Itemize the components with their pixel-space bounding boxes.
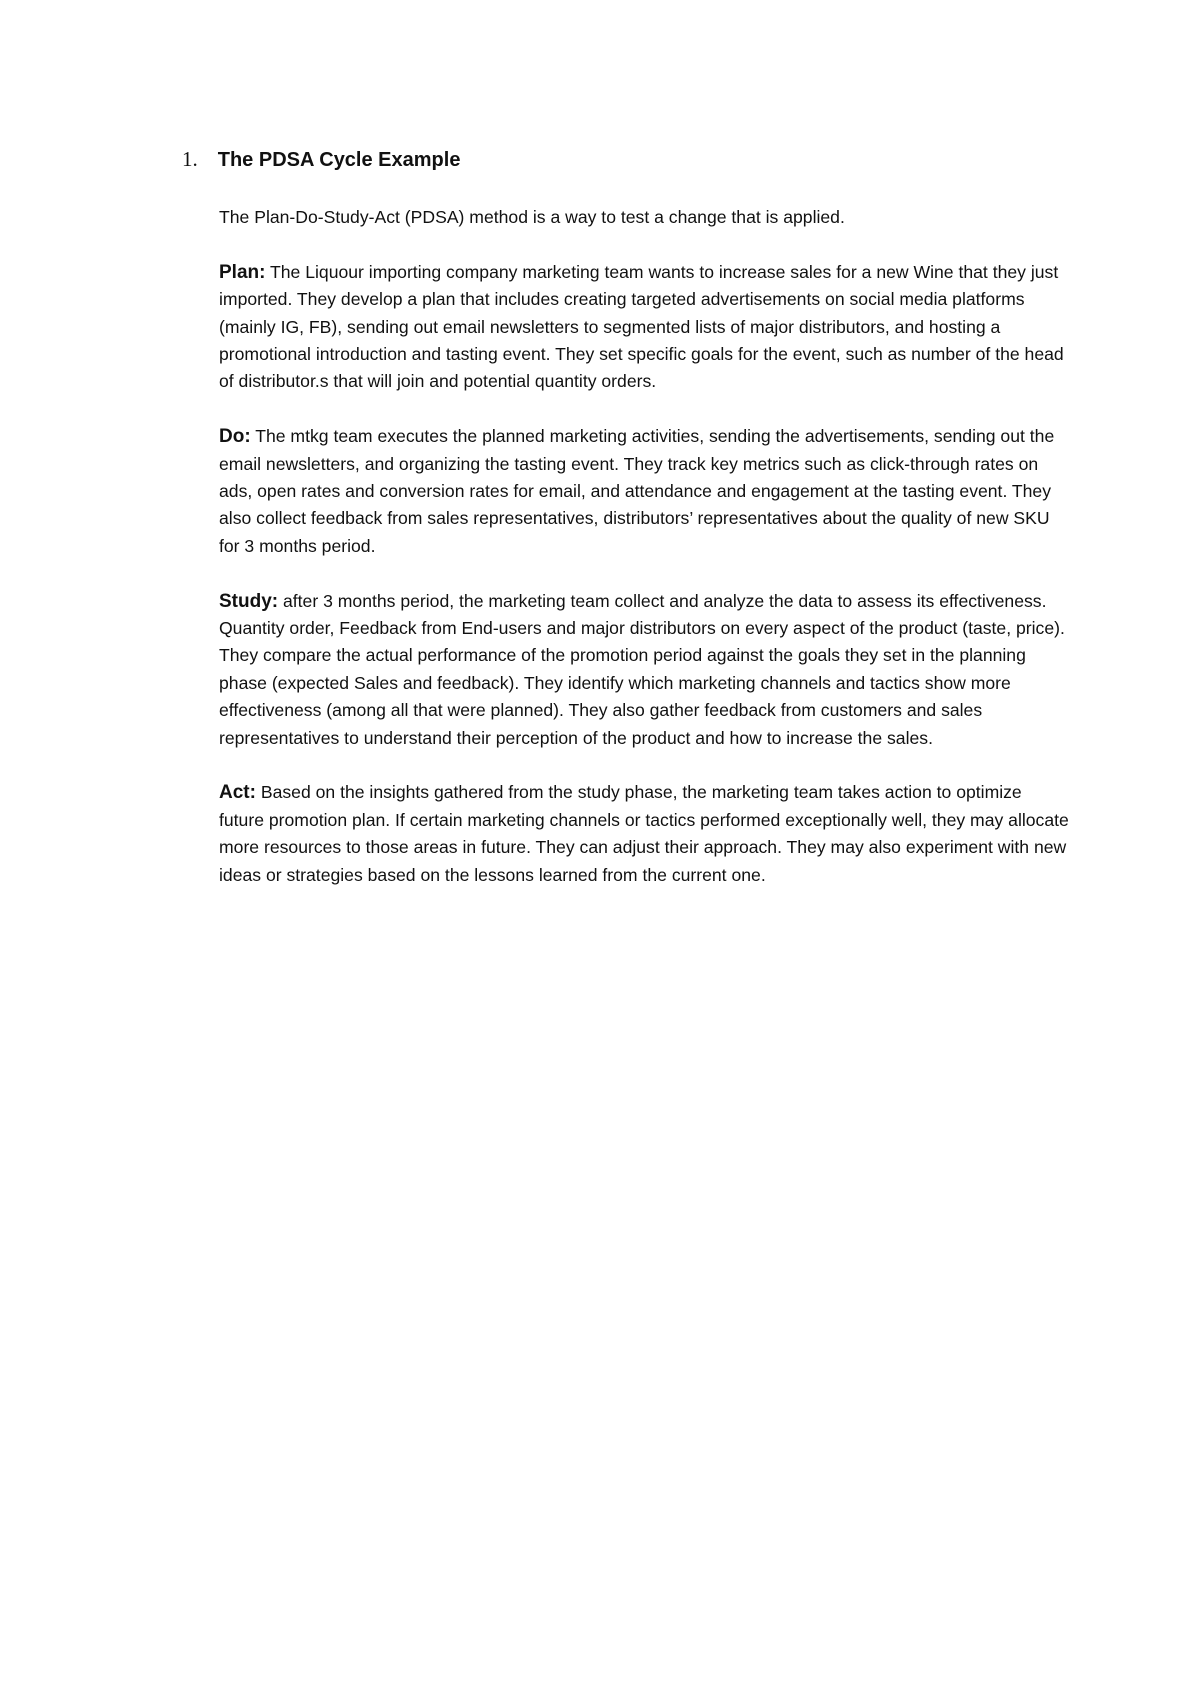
do-paragraph [219, 423, 1069, 560]
plan-paragraph [219, 259, 1069, 396]
heading-title: The PDSA Cycle Example [217, 149, 461, 171]
study-paragraph [219, 588, 1069, 752]
act-paragraph [219, 779, 1069, 889]
act-label: Act: [219, 782, 256, 804]
study-label: Study: [219, 590, 279, 612]
study-text: after 3 months period, the marketing team collect and analyze the data to assess its effectiveness. Quantity order, Feedback from End-users and major distributors on every aspect of the product (taste, price). They compare the actual performance of the promotion period against the goals they set in the planning phase (expected Sales and feedback). They identify which marketing channels and tactics show more effectiveness (among all that were planned). They also gather feedback from customers and sales representatives to understand their perception of the product and how to increase the sales. [219, 590, 1065, 748]
act-text: Based on the insights gathered from the study phase, the marketing team takes action to optimize future promotion plan. If certain marketing channels or tactics performed exceptionally well, they may allocate more resources to those areas in future. They can adjust their approach. They may also experiment with new ideas or strategies based on the lessons learned from the current one. [219, 782, 1069, 885]
do-text: The mtkg team executes the planned marketing activities, sending the advertisements, sending out the email newsletters, and organizing the tasting event. They track key metrics such as click-through rates on ads, open rates and conversion rates for email, and attendance and engagement at the tasting event. They also collect feedback from sales representatives, distributors’ representatives about the quality of new SKU for 3 months period. [219, 426, 1055, 556]
heading-number: 1. [182, 147, 198, 171]
document-body [219, 204, 1069, 916]
plan-text: The Liquour importing company marketing team wants to increase sales for a new Wine that they just imported. They develop a plan that includes creating targeted advertisements on social media platforms (mainly IG, FB), sending out email newsletters to segmented lists of major distributors, and hosting a promotional introduction and tasting event. They set specific goals for the event, such as number of the head of distributor.s that will join and potential quantity orders. [219, 261, 1064, 392]
plan-label: Plan: [219, 261, 266, 283]
section-heading [182, 147, 460, 172]
do-label: Do: [219, 426, 251, 448]
intro-paragraph: The Plan-Do-Study-Act (PDSA) method is a way to test a change that is applied. [219, 207, 845, 227]
